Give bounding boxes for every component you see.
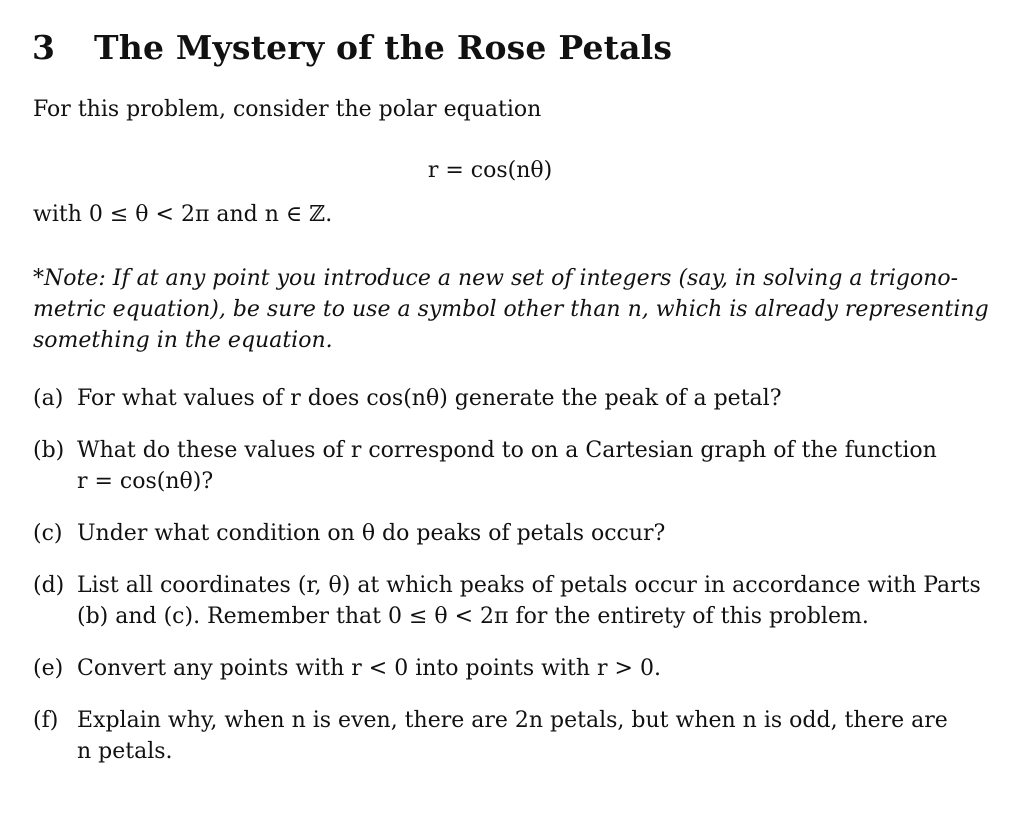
section-heading xyxy=(32,28,672,67)
intro-text: For this problem, consider the polar equation xyxy=(33,97,542,122)
question-text: (b) and (c). Remember that 0 ≤ θ < 2π for the entirety of this problem. xyxy=(77,604,869,629)
question-b xyxy=(33,435,963,497)
polar-equation: r = cos(nθ) xyxy=(427,158,553,183)
question-text: For what values of r does cos(nθ) generate the peak of a petal? xyxy=(77,386,782,411)
note-paragraph xyxy=(33,263,989,356)
question-text: n petals. xyxy=(77,739,173,764)
question-label: (c) xyxy=(33,521,63,546)
question-f xyxy=(33,705,963,767)
question-text: List all coordinates (r, θ) at which peaks of petals occur in accordance with Parts xyxy=(77,573,981,598)
question-d xyxy=(33,570,981,632)
section-number: 3 xyxy=(32,28,56,67)
section-title: The Mystery of the Rose Petals xyxy=(94,28,673,67)
question-text: r = cos(nθ)? xyxy=(77,469,214,494)
question-c xyxy=(33,518,963,549)
question-text: Explain why, when n is even, there are 2n petals, but when n is odd, there are xyxy=(77,708,948,733)
note-line: metric equation), be sure to use a symbol other than n, which is already representing xyxy=(33,297,989,322)
question-label: (f) xyxy=(33,708,59,733)
question-label: (a) xyxy=(33,386,64,411)
question-label: (b) xyxy=(33,438,65,463)
question-text: Under what condition on θ do peaks of petals occur? xyxy=(77,521,666,546)
question-a xyxy=(33,383,963,414)
domain-condition: with 0 ≤ θ < 2π and n ∈ ℤ. xyxy=(33,202,333,227)
question-label: (e) xyxy=(33,656,64,681)
question-e xyxy=(33,653,963,684)
question-text: Convert any points with r < 0 into points with r > 0. xyxy=(77,656,661,681)
note-line: *Note: If at any point you introduce a new set of integers (say, in solving a trigono- xyxy=(33,266,959,291)
question-text: What do these values of r correspond to on a Cartesian graph of the function xyxy=(77,438,937,463)
note-line: something in the equation. xyxy=(33,328,333,353)
question-label: (d) xyxy=(33,573,65,598)
